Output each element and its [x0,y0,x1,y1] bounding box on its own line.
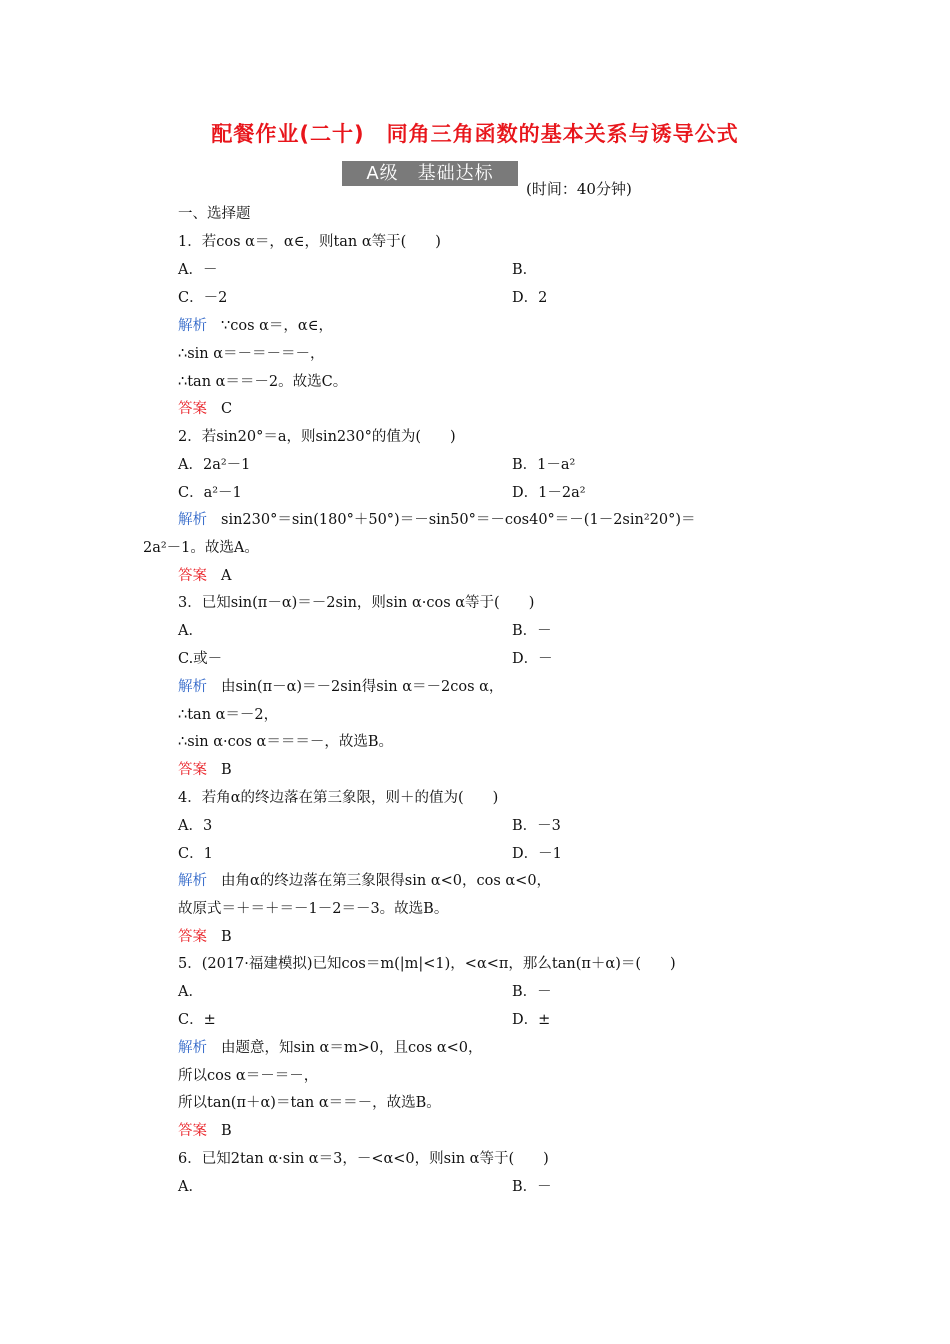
q5-option-b: B．－ [512,984,552,1000]
answer-value: B [221,762,232,778]
q6-option-b: B．－ [512,1179,552,1195]
q2-answer [178,566,231,586]
q3-option-c: C.或－ [178,651,223,667]
q2-solution-line-1 [178,510,696,530]
question-5-stem: 5．(2017·福建模拟)已知cos＝m(|m|<1)，<α<π，那么tan(π＋α)＝( ) [178,956,676,972]
q1-solution-line-1 [178,316,333,336]
q6-option-a: A． [178,1179,203,1195]
answer-value: B [221,929,232,945]
q4-option-c: C．1 [178,846,213,862]
question-3-stem: 3．已知sin(π－α)＝－2sin，则sin α·cos α等于( ) [178,595,535,611]
q3-solution-line-3: ∴sin α·cos α＝＝＝－，故选B。 [178,734,393,750]
q2-option-a: A．2a²－1 [178,457,251,473]
q4-option-a: A．3 [178,818,213,834]
q3-solution-text: 由sin(π－α)＝－2sin得sin α＝－2cos α， [221,679,504,695]
q3-option-a: A． [178,623,203,639]
q1-solution-line-2: ∴sin α＝－＝－＝－， [178,346,325,362]
q4-solution-line-2: 故原式＝＋＝＋＝－1－2＝－3。故选B。 [178,901,449,917]
jiexi-label: 解析 [178,512,207,528]
q3-option-b: B．－ [512,623,552,639]
q1-option-d: D．2 [512,290,548,306]
time-note: (时间：40分钟) [526,180,632,198]
q2-solution-text: sin230°＝sin(180°＋50°)＝－sin50°＝－cos40°＝－(1－2sin²20°)＝ [221,512,696,528]
answer-value: B [221,1123,232,1139]
q3-answer [178,760,232,780]
daan-label: 答案 [178,568,207,584]
q4-answer [178,927,232,947]
jiexi-label: 解析 [178,679,207,695]
q4-solution-text: 由角α的终边落在第三象限得sin α<0，cos α<0， [221,873,552,889]
q1-solution-text: ∵cos α＝，α∈， [221,318,333,334]
q1-solution-line-3: ∴tan α＝＝－2。故选C。 [178,374,348,390]
daan-label: 答案 [178,762,207,778]
q5-solution-line-1 [178,1038,483,1058]
jiexi-label: 解析 [178,318,207,334]
q3-solution-line-1 [178,677,503,697]
q2-option-d: D．1－2a² [512,485,586,501]
question-2-stem: 2．若sin20°＝a，则sin230°的值为( ) [178,429,456,445]
q5-answer [178,1121,232,1141]
page-title: 配餐作业(二十) 同角三角函数的基本关系与诱导公式 [211,122,739,146]
level-badge: A级 基础达标 [342,161,518,186]
q3-solution-line-2: ∴tan α＝－2， [178,707,279,723]
question-6-stem: 6．已知2tan α·sin α＝3，－<α<0，则sin α等于( ) [178,1151,549,1167]
question-1-stem: 1．若cos α＝，α∈，则tan α等于( ) [178,234,441,250]
daan-label: 答案 [178,401,207,417]
jiexi-label: 解析 [178,873,207,889]
q1-option-c: C．－2 [178,290,228,306]
q5-solution-line-3: 所以tan(π＋α)＝tan α＝＝－，故选B。 [178,1095,441,1111]
q5-option-a: A． [178,984,203,1000]
answer-value: C [221,401,233,417]
q2-option-b: B．1－a² [512,457,576,473]
daan-label: 答案 [178,929,207,945]
answer-value: A [221,568,232,584]
q2-solution-line-2: 2a²－1。故选A。 [143,540,259,556]
q5-option-c: C．± [178,1012,216,1028]
jiexi-label: 解析 [178,1040,207,1056]
daan-label: 答案 [178,1123,207,1139]
q4-option-d: D．－1 [512,846,562,862]
q1-option-a: A．－ [178,262,218,278]
q1-answer [178,399,232,419]
question-4-stem: 4．若角α的终边落在第三象限，则＋的值为( ) [178,790,499,806]
q1-option-b: B． [512,262,538,278]
q5-solution-text: 由题意，知sin α＝m>0，且cos α<0， [221,1040,483,1056]
q4-option-b: B．－3 [512,818,561,834]
q2-option-c: C．a²－1 [178,485,242,501]
q5-option-d: D．± [512,1012,551,1028]
q4-solution-line-1 [178,871,551,891]
q3-option-d: D．－ [512,651,553,667]
section-heading: 一、选择题 [178,206,251,222]
q5-solution-line-2: 所以cos α＝－＝－， [178,1068,319,1084]
